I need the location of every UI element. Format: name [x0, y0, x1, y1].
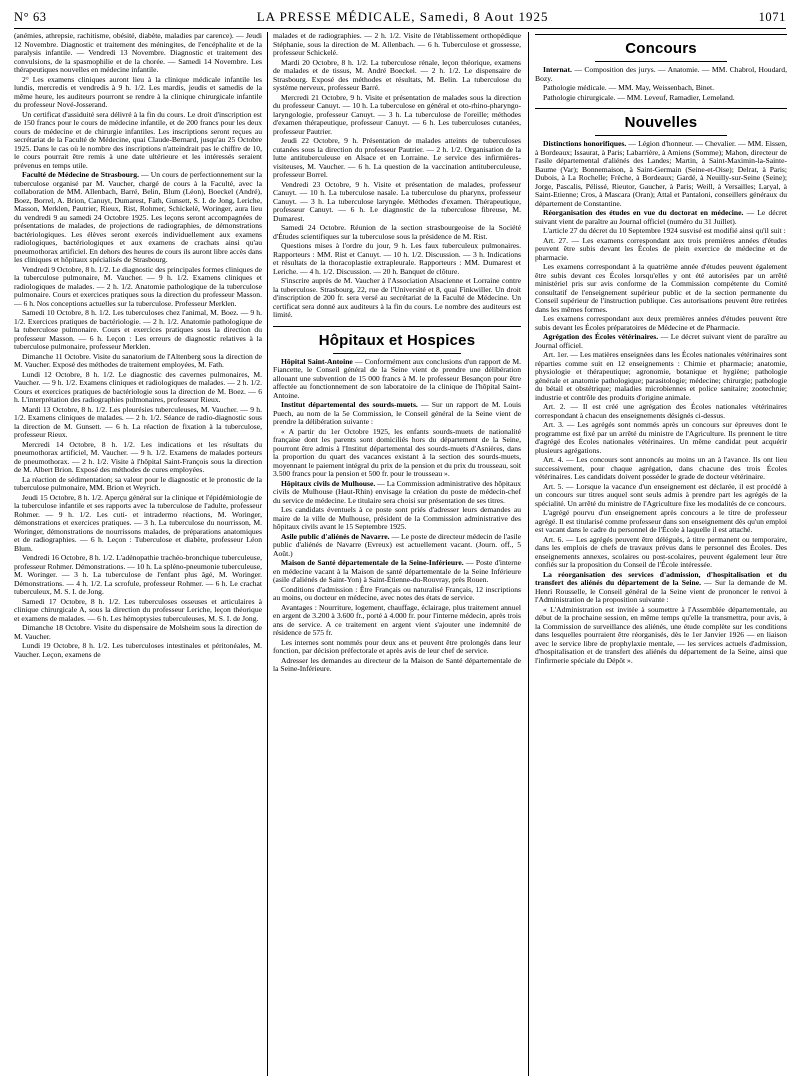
item-heading: Maison de Santé départementale de la Seine-Inférieure.	[281, 558, 464, 567]
paragraph: Un certificat d'assiduité sera délivré à la fin du cours. Le droit d'inscription est de 150 francs pour le cours de médecine infantile, et de 200 francs pour les deux cours de médecine et de chirurgie infantiles. Les inscriptions seront reçues au secrétariat de la Faculté de Médecine, quai Claude-Bernard, jusqu'au 25 Octobre 1925. Dans le cas où le nombre des inscriptions n'atteindrait pas le chiffre de 10, le cours pourrait être remis à une date ultérieure et les intéressés seraient prévenus en temps utile.	[14, 109, 262, 170]
section-header	[535, 108, 787, 136]
item-text: — Sur la demande de M. Henri Rousselle, le Conseil général de la Seine vient de prononcer le renvoi à l'Administration de la proposition suivante :	[535, 578, 787, 604]
journal-title: LA PRESSE MÉDICALE, Samedi, 8 Aout 1925	[256, 9, 549, 24]
paragraph: Art. 2. — Il est créé une agrégation des Écoles nationales vétérinaires correspondant à chacun des enseignements désignés ci-dessus.	[535, 402, 787, 420]
item-text: — Le décret suivant vient de paraître au Journal officiel.	[535, 332, 787, 350]
paragraph	[273, 533, 521, 559]
paragraph	[273, 401, 521, 427]
paragraph: Les examens correspondant à la quatrième année d'études peuvent également être subis devant ces Écoles lorsqu'elles y ont été autorisées par un arrêté ministériel pris sur avis conforme de la Commission compétente du Comité consultatif de l'enseignement supérieur public et de la section permanente du Conseil supérieur de l'instruction publique. Ces autorisations peuvent être retirées dans les mêmes formes.	[535, 262, 787, 314]
paragraph: Art. 4. — Les concours sont annoncés au moins un an à l'avance. Ils ont lieu successivement, pour chaque agrégation, dans chacune des trois Écoles vétérinaires. Les candidats doivent posséder le grade de docteur vétérinaire.	[535, 455, 787, 481]
section-title: Nouvelles	[624, 114, 698, 131]
paragraph: Vendredi 16 Octobre, 8 h. 1/2. L'adénopathie trachéo-bronchique tuberculeuse, professeur Rohmer. Démonstrations. — 10 h. La spléno-pneumonie tuberculeuse, M. Woringer. — 3 h. La tuberculose de l'enfant plus âgé, M. Woringer. Démonstrations. — 4 h. 1/2. La scrofule, professeur Rohmer. — 6 h. Le crachat tuberculeux, M. S. I. de Jong.	[14, 553, 262, 596]
paragraph: Lundi 12 Octobre, 8 h. 1/2. Le diagnostic des cavernes pulmonaires, M. Vaucher. — 9 h. 1/2. Examens cliniques et radiologiques de malades. — 2 h. 1/2. Cours et exercices pratiques de bactériologie sous la direction de M. Boez. — 6 h. L'interprétation des radiographies pulmonaires, professeur Rieux.	[14, 369, 262, 404]
paragraph	[535, 66, 787, 83]
paragraph: Samedi 17 Octobre, 8 h. 1/2. Les tuberculoses osseuses et articulaires à clinique chirurgicale A, sous la direction du professeur Leriche, leçon théorique et examens de malades. — 6 h. Les hémoptysies tuberculeuses, M. S. I. de Jong.	[14, 596, 262, 623]
item-heading: Réorganisation des études en vue du doctorat en médecine.	[543, 208, 744, 217]
paragraph: L'agrégé pourvu d'un enseignement après concours a le titre de professeur agrégé. Il est titularisé comme professeur dans son enseignement dès qu'un emploi est vacant dans le cadre du personnel de l'École à laquelle il est attaché.	[535, 508, 787, 534]
item-text: — Conformément aux conclusions d'un rapport de M. Fiancette, le Conseil général de la Seine vient de prendre une délibération allouant une subvention de 15 000 francs à M. le professeur Besançon pour être affectée au fonctionnement de son laboratoire de la clinique de l'hôpital Saint-Antoine.	[273, 356, 521, 400]
paragraph: Dimanche 18 Octobre. Visite du dispensaire de Molsheim sous la direction de M. Vaucher.	[14, 623, 262, 641]
item-heading: Asile public d'aliénés de Navarre.	[281, 531, 390, 541]
paragraph: Samedi 10 Octobre, 8 h. 1/2. Les tuberculoses chez l'animal, M. Boez. — 9 h. 1/2. Exercices pratiques de bactériologie. — 2 h. 1/2. Anatomie pathologique de la tuberculose pulmonaire. Cours et exercices pratiques sous la direction du professeur Masson. — 6 h. Leçon : Les erreurs de diagnostic relatives à la tuberculose pulmonaire, professeur Merklen.	[14, 308, 262, 351]
item-text: — Composition des jurys. — Anatomie. — MM. Chabrol, Houdard, Bozy.	[535, 65, 787, 83]
item-heading: Internat.	[543, 65, 572, 74]
item-heading: Hôpital Saint-Antoine	[281, 356, 353, 366]
section-rule	[535, 34, 787, 35]
paragraph: Samedi 24 Octobre. Réunion de la section strasbourgeoise de la Société d'Études scientifiques sur la tuberculose sous la présidence de M. Rist.	[273, 223, 521, 241]
section-header	[535, 34, 787, 62]
section-rule	[333, 353, 461, 354]
item-text: — Un cours de perfectionnement sur la tuberculose organisé par M. Vaucher, chargé de cours à la Faculté, avec la collaboration de MM. Allenbach, Barré, Belin, Blum (Léon), Boeckel (André), Boez, Borrel, A. Brion, Canuyt, Dumarest, Fath, Gunsett, S. I. de Jong, Leriche, Masson, Merklen, Pautrier, Rieux, Rist, Rohmer, Schickelé, Woringer, aura lieu du vendredi 9 au samedi 24 Octobre 1925. Les leçons seront accompagnées de présentations de malades, de projections de radiographies, de démonstrations bactériologiques. Les élèves seront exercés individuellement aux examens radiologiques, bactériologiques et aux examens de crachats ainsi qu'au pneumothorax artificiel. En dehors des heures de cours ils auront libre accès dans les cliniques et hôpitaux spécialisés de Strasbourg.	[14, 170, 262, 264]
item-heading: La réorganisation des services d'admission, d'hospitalisation et du transfert des aliénés du département de la Seine.	[535, 569, 787, 587]
paragraph: Mercredi 21 Octobre, 9 h. Visite et présentation de malades sous la direction du professeur Canuyt. — 10 h. La tuberculose en général et oto-rhino-pharyngo-laryngologie, professeur Canuyt. — 3 h. La tuberculose de l'oreille; méthodes d'examen thérapeutique, professeur Canuyt. — 6 h. Les tuberculoses cutanées, professeur Pautrier.	[273, 92, 521, 136]
paragraph: Vendredi 9 Octobre, 8 h. 1/2. Le diagnostic des principales formes cliniques de la tuberculose pulmonaire, M. Vaucher. — 9 h. 1/2. Examens cliniques et radiologiques de malades. — 2 h. 1/2. Anatomie pathologique de la tuberculose pulmonaire. Cours et exercices pratiques sous la direction du professeur Masson. — 6 h. Nos conceptions actuelles sur la tuberculose. Professeur Merklen.	[14, 264, 262, 308]
paragraph: Art. 27. — Les examens correspondant aux trois premières années d'études peuvent être subis devant les Écoles de plein exercice de médecine et de pharmacie.	[535, 235, 787, 262]
section-rule	[595, 61, 727, 62]
paragraph: Pathologie médicale. — MM. May, Weissenbach, Binet.	[543, 83, 715, 92]
section-rule	[273, 326, 521, 327]
paragraph	[535, 209, 787, 226]
column-right	[535, 32, 787, 1076]
paragraph	[273, 559, 521, 585]
paragraph: Mercredi 14 Octobre, 8 h. 1/2. Les indications et les résultats du pneumothorax artificiel, M. Vaucher. — 9 h. 1/2. Examens de malades porteurs de pneumothorax. — 2 h. 1/2. Visite à l'hôpital Saint-François sous la direction de M. Albert Brion. Exposé des méthodes de cures employées.	[14, 439, 262, 474]
paragraph: Conditions d'admission : Être Français ou naturalisé Français, 12 inscriptions au moins, ou docteur en médecine, avec notes des états de service.	[273, 584, 521, 602]
paragraph: S'inscrire auprès de M. Vaucher à l'Association Alsacienne et Lorraine contre la tuberculose. Strasbourg, 22, rue de l'Université et 8, quai Finkwiller. Un droit d'inscription de 200 fr. sera versé au secrétariat de la Faculté de Médecine. Un certificat sera donné aux auditeurs à la fin du cours. Le nombre des auditeurs est limité.	[273, 276, 521, 319]
paragraph: Adresser les demandes au directeur de la Maison de Santé départementale de la Seine-Inférieure.	[273, 655, 521, 673]
paragraph: Art. 5. — Lorsque la vacance d'un enseignement est déclarée, il est procédé à un concours sur titres auquel sont seuls admis à prendre part les agrégés de la spécialité. Un arrêté du ministre de l'Agriculture fixe les modalités de ce concours.	[535, 481, 787, 508]
paragraph: Avantages : Nourriture, logement, chauffage, éclairage, plus traitement annuel en argent de 3.200 à 3.600 fr., porté à 4.000 fr. pour l'interne médecin, après trois ans de service. A ce traitement en argent vient s'ajouter une indemnité de résidence de 575 fr.	[273, 602, 521, 637]
paragraph: Dimanche 11 Octobre. Visite du sanatorium de l'Altenberg sous la direction de M. Vaucher. Exposé des méthodes de traitement employées, M. Fath.	[14, 351, 262, 369]
paragraph	[273, 480, 521, 506]
paragraph: Pathologie chirurgicale. — MM. Leveuf, Ramadier, Lemeland.	[543, 92, 735, 102]
section-rule	[535, 108, 787, 109]
paragraph: Questions mises à l'ordre du jour, 9 h. Les faux tuberculeux pulmonaires. Rapporteurs : MM. Rist et Canuyt. — 10 h. 1/2. Discussion. — 3 h. Indications et résultats de la thoracoplastie extrapleurale. Rapporteurs : MM. Dumarest et Leriche. — 4 h. 1/2. Discussion. — 20 h. Banquet de clôture.	[273, 241, 521, 276]
item-text: — Le poste de directeur médecin de l'asile public d'aliénés de Navarre (Evreux) est actuellement vacant. (Journ. off., 5 Août.)	[273, 531, 521, 558]
paragraph: Lundi 19 Octobre, 8 h. 1/2. Les tuberculoses intestinales et péritonéales, M. Vaucher. Leçon, examens de	[14, 641, 262, 659]
paragraph: L'article 27 du décret du 10 Septembre 1924 susvisé est modifié ainsi qu'il suit :	[543, 226, 786, 235]
paragraph: Vendredi 23 Octobre, 9 h. Visite et présentation de malades, professeur Canuyt. — 10 h. La tuberculose nasale. La tuberculose du pharynx, professeur Canuyt. — 3 h. La tuberculose laryngée. Méthodes d'examen. Thérapeutique, professeur Canuyt. — 6 h. Le diagnostic de la tuberculose fibreuse, M. Dumarest.	[273, 179, 521, 223]
paragraph	[535, 571, 787, 605]
paragraph: Les candidats éventuels à ce poste sont priés d'adresser leurs demandes au maire de la ville de Mulhouse, président de la Commission administrative des hôpitaux civils avant le 15 Septembre 1925.	[273, 505, 521, 531]
paragraph: Mardi 20 Octobre, 8 h. 1/2. La tuberculose rénale, leçon théorique, examens de malades et de tissus, M. André Boeckel. — 2 h. 1/2. Le dispensaire de Strasbourg. Exposé des méthodes et résultats, M. Belin. La tuberculose du système nerveux, professeur Barré.	[273, 57, 521, 92]
section-title: Hôpitaux et Hospices	[318, 331, 476, 349]
paragraph: (anémies, athrepsie, rachitisme, obésité, diabète, maladies par carence). — Jeudi 12 Novembre. Diagnostic et traitement des méningites, de l'encéphalite et de la paralysis infantile. — Vendredi 13 Novembre. Diagnostic et traitement des convulsions, de la spasmophilie et de la chorée. — Samedi 14 Novembre. Les thérapeutiques nouvelles en médecine infantile.	[14, 32, 262, 74]
item-text: — Légion d'honneur. — Chevalier. — MM. Eissen, à Bordeaux; Issaurat, à Paris; Labarrière, à Amiens (Somme); Mahon, directeur de l'asile départemental d'aliénés des Landes; Martin, à Saint-Maximin-la-Sainte-Baume (Var); Bonnemaison, à Saint-Germain (Seine-et-Oise); Delrat, à Paris; Dubois, à La Rochelle; Frèche, à Bordeaux; Gardé, à Neuilly-sur-Seine (Seine); Jorge, Pascalis, Pélissé, Rieutor, Gaucher, à Paris; Weill, à Versailles; Laryal, à Saint-Etienne; Cros, à Mascara (Oran); Attal et Pantaloni, conseillers généraux du département de Constantine.	[535, 139, 787, 208]
paragraph	[14, 171, 262, 265]
paragraph: Jeudi 15 Octobre, 8 h. 1/2. Aperçu général sur la clinique et l'épidémiologie de la tuberculose infantile et ses rapports avec la tuberculose de l'adulte, professeur Rohmer. — 9 h. 1/2. Les cuti- et intradermo réactions, M. Woringer, démonstrations et exercices pratiques. — 3 h. La tuberculose du nourrisson, M. Woringer, démonstrations de nourrissons malades, de préparations anatomiques et de radiographies. — 6 h. Leçon : Tuberculose et diabète, professeur Léon Blum.	[14, 492, 262, 553]
header-rule	[14, 28, 786, 29]
item-heading: Hôpitaux civils de Mulhouse.	[281, 478, 376, 488]
paragraph: Les internes sont nommés pour deux ans et peuvent être prolongés dans leur fonction, par décision préfectorale et après avis de leur chef de service.	[273, 637, 521, 655]
item-text: — Sur un rapport de M. Louis Puech, au nom de la 5e Commission, le Conseil général de la Seine vient de prendre la délibération suivante :	[273, 400, 521, 426]
paragraph	[273, 358, 521, 401]
page-header	[14, 6, 786, 28]
paragraph: malades et de radiographies. — 2 h. 1/2. Visite de l'établissement orthopédique Stéphanie, sous la direction de M. Allenbach. — 6 h. Tuberculose et grossesse, professeur Schickelé.	[273, 32, 521, 57]
item-text: — Le décret suivant vient de paraître au Journal officiel (numéro du 31 Juillet).	[535, 208, 787, 226]
section-rule	[595, 135, 727, 136]
column-divider	[528, 32, 529, 1076]
item-heading: Institut départemental des sourds-muets.	[281, 400, 418, 409]
paragraph: Mardi 13 Octobre, 8 h. 1/2. Les pleurésies tuberculeuses, M. Vaucher. — 9 h. 1/2. Examens cliniques de malades. — 2 h. 1/2. Séance de radio-diagnostic sous la direction de M. Gunsett. — 6 h. La réaction de fixation à la tuberculose, professeur Rieux.	[14, 404, 262, 439]
paragraph: « A partir du 1er Octobre 1925, les enfants sourds-muets de nationalité française dont les parents sont domiciliés hors du département de la Seine, pourront être admis à l'Institut départemental des sourds-muets d'Asnières, dans la proportion du quart des vacances existant à la section des sourds-muets, moyennant le paiement intégral du prix de la pension et du prix du trousseau, soit 3.500 francs pour la pension et 500 fr. pour le trousseau ».	[273, 426, 521, 478]
paragraph: La réaction de sédimentation; sa valeur pour le diagnostic et le pronostic de la tuberculose pulmonaire, MM. Brion et Weyrich.	[14, 474, 262, 492]
item-text: — La Commission administrative des hôpitaux civils de Mulhouse (Haut-Rhin) envisage la création du poste de médecin-chef du service de médecine. Le titulaire sera choisi sur présentation de ses titres.	[273, 478, 521, 505]
paragraph: « L'Administration est invitée à soumettre à l'Assemblée départementale, au début de la prochaine session, en même temps qu'elle la transmettra, pour avis, à la Commission de surveillance des aliénés, une étude complète sur les conditions dans lesquelles pourraient être réorganisés, dès le 1er Janvier 1926 — en liaison avec le service libre de prophylaxie mentale, — les services actuels d'admission, d'hospitalisation et de transfert des aliénés du département de la Seine, ainsi que l'infirmerie spéciale du Dépôt ».	[535, 604, 787, 665]
paragraph: Jeudi 22 Octobre, 9 h. Présentation de malades atteints de tuberculoses cutanées sous la direction du professeur Pautrier. — 2 h. 1/2. Organisation de la lutte antituberculeuse en Alsace et en Lorraine. Le service des infirmières-visiteuses, M. Vaucher. — 6 h. La question de la vaccination antituberculeuse, professeur Borrel.	[273, 136, 521, 179]
item-heading: Distinctions honorifiques.	[543, 139, 627, 148]
paragraph	[535, 140, 787, 208]
section-header	[273, 326, 521, 354]
paragraph: Art. 1er. — Les matières enseignées dans les Écoles nationales vétérinaires sont réparties comme suit en 12 enseignements : Chimie et pharmacie; anatomie, physiologie et thérapeutique; agronomie, botanique et hygiène; pathologie générale et anatomie pathologique; parasitologie; médecine; chirurgie; pathologie du bétail et obstétrique; maladies microbiennes et police sanitaire; zootechnie; industrie et contrôle des produits d'origine animale.	[535, 350, 787, 402]
column-left	[14, 32, 262, 1076]
paragraph: Art. 6. — Les agrégés peuvent être délégués, à titre permanent ou temporaire, dans les emplois de chefs de travaux prévus dans le personnel des Écoles. Des enseignements annexes, scolaires ou post-scolaires, peuvent également leur être confiés sur la proposition du Conseil de l'École intéressée.	[535, 534, 787, 569]
item-text: — Poste d'interne en médecine vacant à la Maison de santé départementale de la Seine Inférieure (asile d'aliénés de Saint-Yon) à Saint-Étienne-du-Rouvray, près Rouen.	[273, 558, 521, 584]
item-heading: Faculté de Médecine de Strasbourg.	[22, 170, 139, 179]
paragraph: Art. 3. — Les agrégés sont nommés après un concours sur épreuves dont le programme est fixé par un arrêté du ministre de l'Agriculture. Ils prennent le titre d'agrégé des Écoles nationales vétérinaires. Un même candidat peut acquérir plusieurs agrégations.	[535, 420, 787, 455]
section-title: Concours	[625, 40, 697, 57]
page-number-left: N° 63	[14, 9, 47, 24]
page-number-right: 1071	[758, 9, 786, 24]
paragraph: Les examens correspondant aux deux premières années d'études peuvent être subis devant les Écoles préparatoires de Médecine et de Pharmacie.	[535, 314, 787, 332]
paragraph: 2° Les examens cliniques auront lieu à la clinique médicale infantile les lundis, mercredis et vendredis à 9 h. 1/2. Les mardis, jeudis et samedis de la même heure, les auditeurs pourront se rendre à la clinique chirurgicale infantile du professeur Nové-Josserand.	[14, 74, 262, 109]
column-middle	[273, 32, 521, 1076]
item-heading: Agrégation des Écoles vétérinaires.	[543, 332, 659, 341]
paragraph	[535, 333, 787, 350]
column-divider	[267, 32, 268, 1076]
